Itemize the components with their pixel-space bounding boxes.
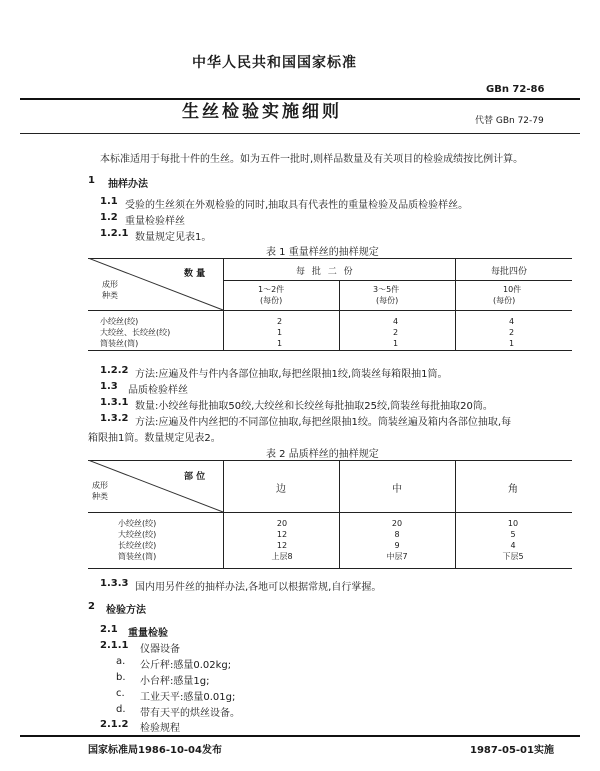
clause-1-3-number: 1.3 — [100, 381, 118, 392]
table-1-col2-line2: (每份) — [376, 296, 399, 305]
table-2-row-label: 小绞丝(绞) — [118, 519, 157, 528]
clause-1-1-number: 1.1 — [100, 196, 118, 207]
clause-2-1-text: 重量检验 — [128, 628, 168, 639]
clause-2-1-1-number: 2.1.1 — [100, 640, 129, 651]
title-rule — [20, 133, 580, 134]
issuing-organization: 中华人民共和国国家标准 — [192, 55, 357, 71]
table-1-group-a: 每 批 二 份 — [296, 267, 355, 277]
standard-code: GBn 72-86 — [486, 84, 545, 95]
clause-1-1-text: 受验的生丝须在外观检验的同时,抽取具有代表性的重量检验及品质检验样丝。 — [125, 200, 469, 211]
table-2-corner-left2: 种类 — [92, 492, 108, 501]
clause-1-2-number: 1.2 — [100, 212, 118, 223]
table-2-col2-values — [379, 518, 415, 562]
clause-2-1-number: 2.1 — [100, 624, 118, 635]
table-1-col3-values — [509, 316, 514, 349]
table-1-col3-line2: (每份) — [493, 296, 516, 305]
clause-1-2-1-number: 1.2.1 — [100, 228, 129, 239]
intro-paragraph: 本标准适用于每批十件的生丝。如为五件一批时,则样品数量及有关项目的检验成绩按比例计算。 — [100, 154, 524, 165]
section-1-title: 抽样办法 — [108, 179, 148, 190]
table-2-row-label: 长绞丝(绞) — [118, 541, 157, 550]
table-2-cell: 12 — [276, 530, 288, 539]
equipment-c-label: c. — [116, 688, 125, 699]
table-2 — [88, 460, 572, 568]
table-1-col2-line1: 3～5件 — [373, 285, 400, 294]
table-2-col3-values — [495, 518, 531, 562]
table-1-col3-line1: 10件 — [503, 285, 522, 294]
table-1-cell: 4 — [393, 317, 399, 326]
table-2-cell: 12 — [276, 541, 288, 550]
table-1-row-label: 小绞丝(绞) — [100, 317, 139, 326]
table-1-row-label: 大绞丝、长绞丝(绞) — [100, 328, 171, 337]
clause-1-3-1-number: 1.3.1 — [100, 397, 129, 408]
table-1-cell: 4 — [509, 317, 515, 326]
table-2-cell: 9 — [394, 541, 400, 550]
clause-1-3-3-number: 1.3.3 — [100, 578, 129, 589]
effective-date: 1987-05-01实施 — [470, 745, 554, 756]
table-1-cell: 1 — [393, 339, 399, 348]
replaces-note: 代替 GBn 72-79 — [475, 116, 544, 126]
table-1-col1-line2: (每份) — [260, 296, 283, 305]
table-2-row-label: 筒装丝(筒) — [118, 552, 157, 561]
section-2-title: 检验方法 — [106, 605, 146, 616]
table-1-col2-values — [393, 316, 398, 349]
equipment-c-text: 工业天平:感量0.01g; — [140, 692, 236, 703]
table-1-cell: 2 — [277, 317, 283, 326]
clause-1-2-1-text: 数量规定见表1。 — [135, 232, 212, 243]
table-2-col1-values — [264, 518, 300, 562]
table-2-col-corner: 角 — [508, 484, 518, 495]
table-2-col-middle: 中 — [392, 484, 402, 495]
clause-2-1-1-text: 仪器设备 — [140, 644, 180, 655]
table-1-cell: 1 — [509, 339, 515, 348]
table-2-corner-top: 部 位 — [184, 472, 206, 482]
table-1 — [88, 258, 572, 350]
section-2-number: 2 — [88, 601, 95, 612]
clause-1-2-2-text: 方法:应遍及件与件内各部位抽取,每把丝限抽1绞,筒装丝每箱限抽1筒。 — [135, 369, 448, 380]
table-2-cell: 8 — [394, 530, 400, 539]
clause-1-2-text: 重量检验样丝 — [125, 216, 185, 227]
clause-1-3-3-text: 国内用另件丝的抽样办法,各地可以根据常规,自行掌握。 — [135, 582, 382, 593]
clause-1-3-2-text-cont: 箱限抽1筒。数量规定见表2。 — [88, 433, 221, 444]
table-2-col-edge: 边 — [276, 484, 286, 495]
clause-2-1-2-number: 2.1.2 — [100, 719, 129, 730]
table-1-row-label: 筒装丝(筒) — [100, 339, 139, 348]
table-1-col1-line1: 1～2件 — [258, 285, 285, 294]
equipment-b-label: b. — [116, 672, 126, 683]
table-1-corner-left2: 种类 — [102, 291, 118, 300]
table-2-cell: 下层5 — [502, 552, 524, 561]
table-2-caption: 表 2 品质样丝的抽样规定 — [266, 449, 379, 460]
equipment-d-text: 带有天平的烘丝设备。 — [140, 708, 240, 719]
table-1-cell: 1 — [277, 339, 283, 348]
table-1-cell: 2 — [509, 328, 515, 337]
clause-1-2-2-number: 1.2.2 — [100, 365, 129, 376]
table-2-cell: 5 — [510, 530, 516, 539]
equipment-a-text: 公斤秤:感量0.02kg; — [140, 660, 232, 671]
equipment-d-label: d. — [116, 704, 126, 715]
section-1-number: 1 — [88, 175, 95, 186]
clause-1-3-1-text: 数量:小绞丝每批抽取50绞,大绞丝和长绞丝每批抽取25绞,筒装丝每批抽取20筒。 — [135, 401, 493, 412]
equipment-b-text: 小台秤:感量1g; — [140, 676, 210, 687]
table-2-cell: 20 — [276, 519, 288, 528]
table-1-cell: 1 — [277, 328, 283, 337]
table-1-corner-top: 数 量 — [184, 269, 206, 279]
table-2-corner-left1: 成形 — [92, 481, 108, 490]
issue-date: 国家标准局1986-10-04发布 — [88, 745, 222, 756]
table-2-cell: 4 — [510, 541, 516, 550]
table-1-col1-values — [277, 316, 282, 349]
table-2-row-label: 大绞丝(绞) — [118, 530, 157, 539]
table-2-cell: 10 — [507, 519, 519, 528]
table-2-cell: 中层7 — [386, 552, 408, 561]
table-1-cell: 2 — [393, 328, 399, 337]
table-1-caption: 表 1 重量样丝的抽样规定 — [266, 247, 379, 258]
table-1-row-labels — [100, 316, 170, 349]
clause-2-1-2-text: 检验规程 — [140, 723, 180, 734]
table-2-corner-diagonal — [88, 460, 224, 513]
document-title: 生丝检验实施细则 — [182, 102, 342, 122]
table-2-row-labels — [118, 518, 156, 562]
table-2-cell: 20 — [391, 519, 403, 528]
clause-1-3-2-number: 1.3.2 — [100, 413, 129, 424]
table-1-group-b: 每批四份 — [491, 267, 528, 277]
table-2-cell: 上层8 — [271, 552, 293, 561]
footer-rule — [20, 735, 580, 737]
table-1-corner-left1: 成形 — [102, 280, 118, 289]
clause-1-3-2-text: 方法:应遍及件内丝把的不同部位抽取,每把丝限抽1绞。筒装丝遍及箱内各部位抽取,每 — [135, 417, 512, 428]
equipment-a-label: a. — [116, 656, 126, 667]
clause-1-3-text: 品质检验样丝 — [128, 385, 188, 396]
